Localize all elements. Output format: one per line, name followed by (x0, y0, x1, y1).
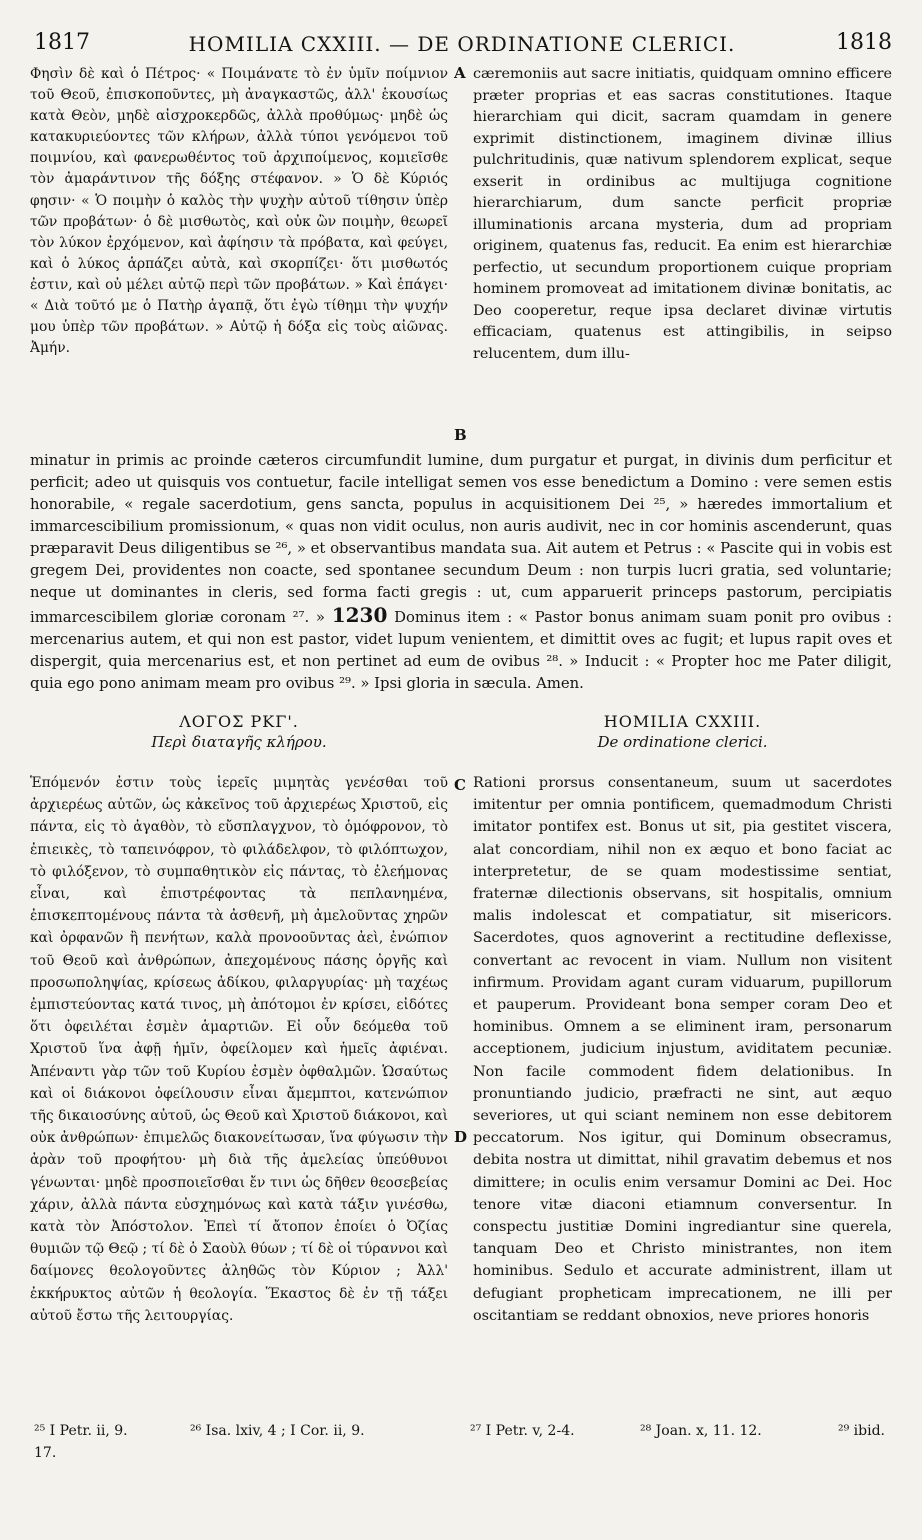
page-number-right: 1818 (836, 30, 892, 55)
latin-heading-subtitle: De ordinatione clerici. (597, 733, 768, 751)
greek-text-top: Φησὶν δὲ καὶ ὁ Πέτρος· « Ποιμάνατε τὸ ἐν ὑμῖν ποίμνιον τοῦ Θεοῦ, ἐπισκοποῦντες, μὴ ἀναγκαστῶς, ἀλλ' ἑκουσίως κατὰ Θεὸν, μηδὲ αἰσχροκερδῶς, ἀλλὰ προθύμως· μηδὲ ὡς κατακυριεύοντες τῶν κλήρων, ἀλλὰ τύποι γενόμενοι τοῦ ποιμνίου, καὶ φανερωθέντος τοῦ ἀρχιποίμενος, κομιεῖσθε τὸν ἀμαράντινον τῆς δόξης στέφανον. » Ὁ δὲ Κύριός φησιν· « Ὁ ποιμὴν ὁ καλὸς τὴν ψυχὴν αὐτοῦ τίθησιν ὑπὲρ τῶν προβάτων· ὁ δὲ μισθωτὸς, καὶ οὐκ ὢν ποιμὴν, θεωρεῖ τὸν λύκον ἐρχόμενον, καὶ ἀφίησιν τὰ πρόβατα, καὶ φεύγει, καὶ ὁ λύκος ἁρπάζει αὐτὰ, καὶ σκορπίζει· ὅτι μισθωτός ἐστιν, καὶ οὐ μέλει αὐτῷ περὶ τῶν προβάτων. » Καὶ ἐπάγει· « Διὰ τοῦτό με ὁ Πατὴρ ἀγαπᾷ, ὅτι ἐγὼ τίθημι τὴν ψυχήν μου ὑπὲρ τῶν προβάτων. » Αὐτῷ ἡ δόξα εἰς τοὺς αἰῶνας. Ἀμήν. (30, 66, 448, 357)
margin-marker-a: A (454, 64, 466, 82)
latin-heading-title: HOMILIA CXXIII. (603, 712, 762, 731)
bottom-two-columns (30, 772, 892, 1410)
greek-column-top (30, 64, 448, 450)
latin-column-bottom (473, 772, 892, 1410)
footnote-26: ²⁶ Isa. lxiv, 4 ; I Cor. ii, 9. (190, 1423, 365, 1439)
latin-full-width-text (30, 450, 892, 695)
greek-heading-title: ΛΟΓΟΣ ΡΚΓ'. (179, 712, 299, 731)
latin-column-top (473, 64, 892, 450)
greek-heading (30, 712, 448, 751)
latin-paragraph-a: minatur in primis ac proinde cæteros circumfundit lumine, dum purgatur et purgat, in divinis dum perficitur et perficit; adeo ut quisquis vos contuetur, facile intelligat semen vos esse benedictum a Domino : vere semen estis honorabile, « regale sacerdotium, gens sancta, populus in acquisitionem Dei ²⁵, » hæredes immortalium et immarcescibilium promissionum, « quas non vidit oculus, non auris audivit, nec in cor hominis ascenderunt, quas præparavit Deus diligentibus se ²⁶, » et observantibus mandata sua. Ait autem et Petrus : « Pascite qui in vobis est gregem Dei, providentes non coacte, sed spontanee secundum Deum : non turpis lucri gratia, sed voluntarie; neque ut dominantes in cleris, sed forma facti gregis : ut, cum apparuerit princeps pastorum, percipiatis immarcescibilem gloriæ coronam ²⁷. » (30, 452, 892, 626)
margin-marker-b: B (454, 426, 467, 444)
running-header (30, 30, 894, 60)
greek-column-bottom (30, 772, 448, 1410)
margin-marker-d: D (454, 1128, 468, 1146)
greek-heading-subtitle: Περὶ διαταγῆς κλήρου. (151, 733, 327, 751)
margin-marker-c: C (454, 776, 466, 794)
latin-text-bottom: Rationi prorsus consentaneum, suum ut sacerdotes imitentur per omnia pontificem, quemadmodum Christi imitator pontifex est. Bonus ut sit, pia gestitet viscera, alat concordiam, nihil non ex æquo et bono faciat ac interpretetur, de se quam modestissime sentiat, fraternæ dilectionis observans, sit hospitalis, omnium malis indolescat et compatiatur, sit misericors. Sacerdotes, quos agnoverint a rectitudine deflexisse, convertant ac revocent in viam. Nullum non visitent infirmum. Providam agant curam viduarum, pupillorum et pauperum. Provideant bona semper coram Deo et hominibus. Omnem a se eliminent iram, personarum acceptionem, judicium injustum, aviditatem pecuniæ. Non facile commodent fidem delationibus. In pronuntiando judicio, præfracti ne sint, aut æquo severiores, ut qui sciant neminem non esse debitorem peccatorum. Nos igitur, qui Dominum obsecramus, debita nostra ut dimittat, nihil gravatim debemus et nos dimittere; in oculis enim versamur Domini ac Dei. Hoc tenore vitæ diaconi etiamnum conversentur. In conspectu justitiæ Domini ingrediantur sine querela, tanquam Deo et Christo ministrantes, non item hominibus. Sedulo et accurate administrent, illam ut defugiant propheticam imprecationem, ne illi per oscitantiam se reddant obnoxios, neve priores honoris (473, 775, 892, 1324)
column-number: 1230 (331, 603, 388, 627)
footnote-28: ²⁸ Joan. x, 11. 12. (640, 1423, 762, 1439)
latin-heading (473, 712, 892, 751)
footnote-27: ²⁷ I Petr. v, 2-4. (470, 1423, 575, 1439)
greek-text-bottom: Ἑπόμενόν ἐστιν τοὺς ἱερεῖς μιμητὰς γενέσθαι τοῦ ἀρχιερέως αὐτῶν, ὡς κἀκεῖνος τοῦ ἀρχιερέως Χριστοῦ, εἰς πάντα, εἰς τὸ ἀγαθὸν, τὸ εὔσπλαγχνον, τὸ ὁμόφρονον, τὸ ἐπιεικὲς, τὸ ταπεινόφρον, τὸ φιλάδελφον, τὸ φιλόπτωχον, τὸ φιλόξενον, τὸ συμπαθητικὸν εἰς πάντας, τὸ ἐλεήμονας εἶναι, καὶ ἐπιστρέφοντας τὰ πεπλανημένα, ἐπισκεπτομένους πάντα τὰ ἀσθενῆ, μὴ ἀμελοῦντας χηρῶν καὶ ὀρφανῶν ἢ πενήτων, καλὰ προνοοῦντας ἀεὶ, ἐνώπιον τοῦ Θεοῦ καὶ ἀνθρώπων, ἀπεχομένους πάσης ὀργῆς καὶ προσωποληψίας, κρίσεως ἀδίκου, φιλαργυρίας· μὴ ταχέως ἐμπιστεύοντας κατά τινος, μὴ ἀπότομοι ἐν κρίσει, εἰδότες ὅτι ὀφειλέται ἐσμὲν ἁμαρτιῶν. Εἰ οὖν δεόμεθα τοῦ Χριστοῦ ἵνα ἀφῇ ἡμῖν, ὀφείλομεν καὶ ἡμεῖς ἀφιέναι. Ἀπέναντι γὰρ τῶν τοῦ Κυρίου ἐσμὲν ὀφθαλμῶν. Ὡσαύτως καὶ οἱ διάκονοι ὀφείλουσιν εἶναι ἄμεμπτοι, κατενώπιον τῆς δικαιοσύνης αὐτοῦ, ὡς Θεοῦ καὶ Χριστοῦ διάκονοι, καὶ οὐκ ἀνθρώπων· ἐπιμελῶς διακονείτωσαν, ἵνα φύγωσιν τὴν ἀρὰν τοῦ προφήτου· μὴ διὰ τῆς ἀμελείας ὑπεύθυνοι γένωνται· μηδὲ προσποιεῖσθαι ἔν τινι ὡς δῆθεν θεοσεβείας χάριν, ἀλλὰ πάντα εὐσχημόνως καὶ κατὰ τάξιν γινέσθω, κατὰ τὸν Ἀπόστολον. Ἐπεὶ τί ἄτοπον ἐποίει ὁ Ὀζίας θυμιῶν τῷ Θεῷ ; τί δὲ ὁ Σαοὺλ θύων ; τί δὲ οἱ τύραννοι καὶ δαίμονες θεολογοῦντες ἀληθῶς τὸν Κύριον ; Ἀλλ' ἐκκήρυκτος αὐτῶν ἡ θεολογία. Ἕκαστος δὲ ἐν τῇ τάξει αὐτοῦ ἔστω τῆς λειτουργίας. (30, 775, 448, 1324)
page-number-left: 1817 (34, 30, 90, 55)
top-two-columns (30, 64, 892, 450)
footnote-26-continuation: 17. (34, 1445, 57, 1461)
latin-text-top: cæremoniis aut sacre initiatis, quidquam omnino efficere præter proprias et eas sacras constitutiones. Itaque hierarchiam qui dicit, sacram quamdam in genere exprimit distinctionem, imaginem divinæ illius pulchritudinis, quæ nativum splendorem explicat, seque exserit in ordinibus ac multijuga cognitione hierarchiarum, dum sancte perficit propriæ illuminationis arcana mysteria, dum ad propriam originem, quatenus fas, reducit. Ea enim est hierarchiæ perfectio, ut secundum proportionem cuique propriam hominem promoveat ad imitationem divinæ bonitatis, ac Deo cooperetur, reque ipsa declaret divinæ virtutis efficaciam, quatenus est attingibilis, in seipso relucentem, dum illu- (473, 66, 892, 362)
running-head-title: HOMILIA CXXIII. — DE ORDINATIONE CLERICI. (188, 32, 736, 56)
footnote-29: ²⁹ ibid. (838, 1423, 886, 1439)
latin-paragraph-b: Dominus item : « Pastor bonus animam suam ponit pro ovibus : mercenarius autem, et qui non est pastor, videt lupum venientem, et dimittit oves ac fugit; et lupus rapit oves et dispergit, quia mercenarius est, et non pertinet ad eum de ovibus ²⁸. » Inducit : « Propter hoc me Pater diligit, quia ego pono animam meam pro ovibus ²⁹. » Ipsi gloria in sæcula. Amen. (30, 609, 892, 692)
footnote-25: ²⁵ I Petr. ii, 9. (34, 1423, 128, 1439)
section-headings (30, 712, 892, 762)
